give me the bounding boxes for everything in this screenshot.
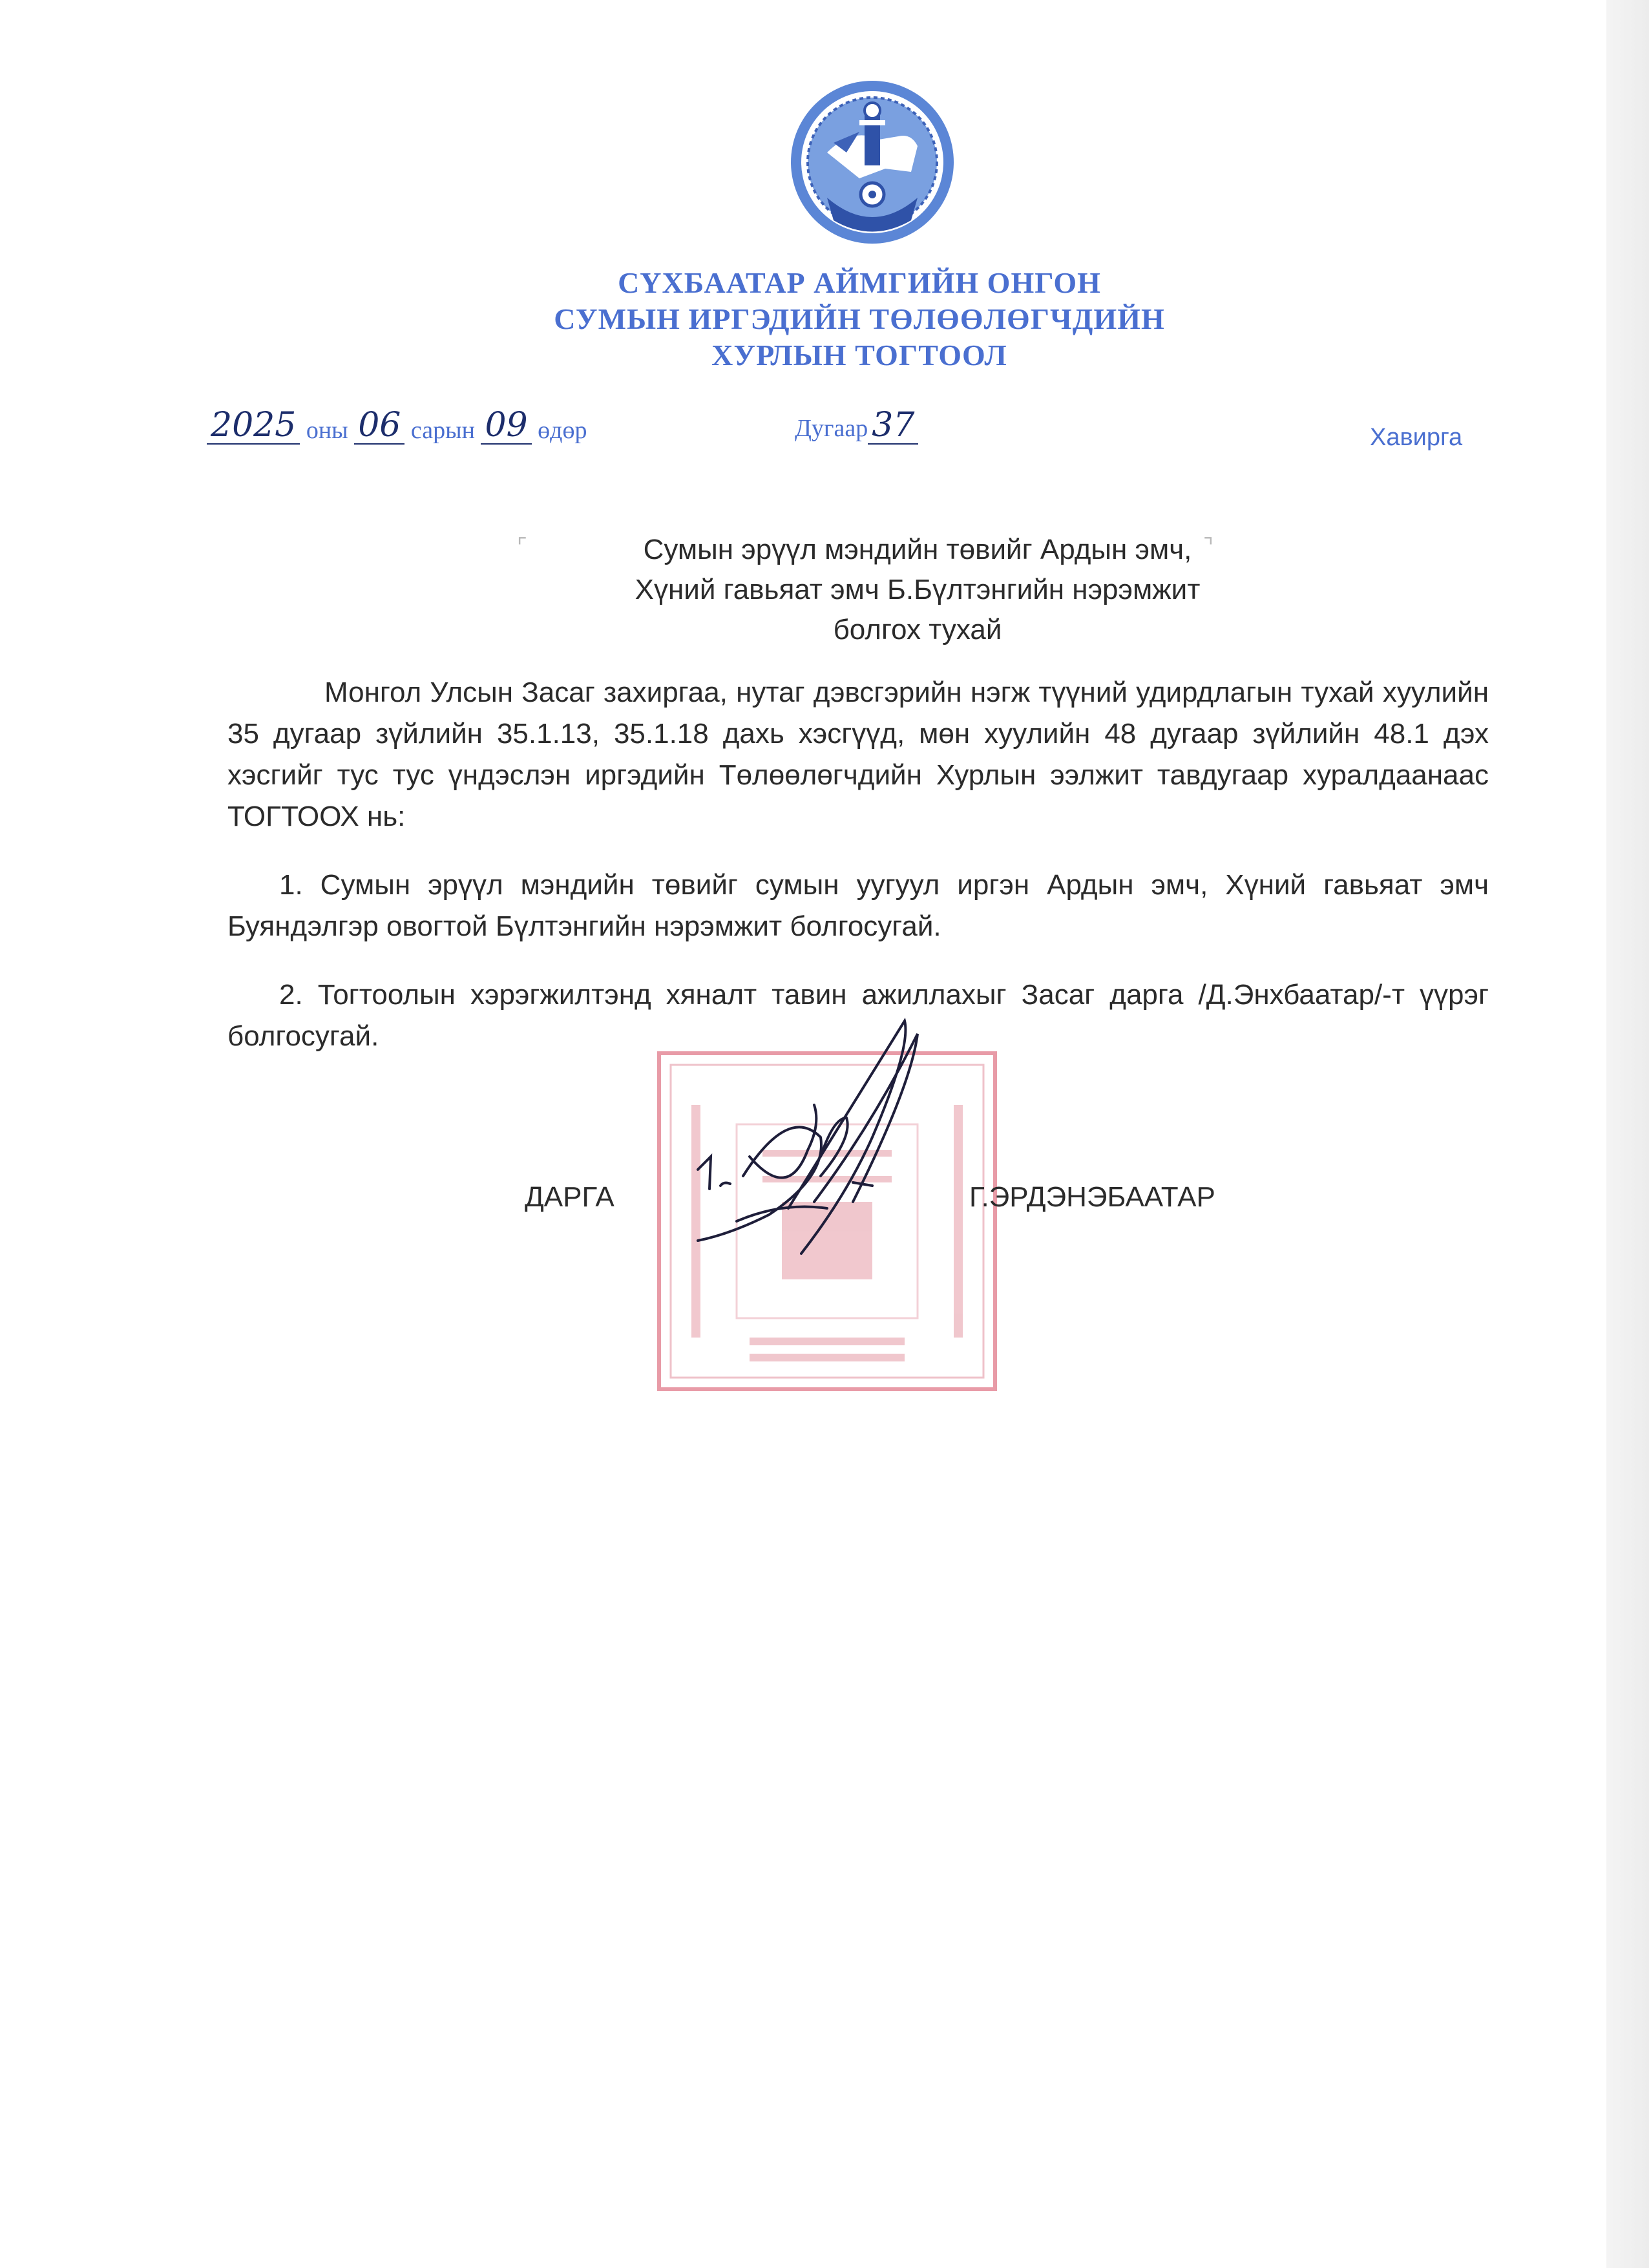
corner-mark-left: ⌜ [517, 534, 527, 559]
date-month: 06 [354, 407, 404, 445]
date-year: 2025 [207, 407, 300, 445]
document-header [388, 265, 1331, 373]
header-line-1: СҮХБААТАР АЙМГИЙН ОНГОН [618, 266, 1101, 299]
place-name: Хавирга [1370, 424, 1463, 451]
preamble-paragraph: Монгол Улсын Засаг захиргаа, нутаг дэвсгэрийн нэгж түүний удирдлагын тухай хуулийн 35 дугаар зүйлийн 35.1.13, 35.1.18 дахь хэсгүүд, мөн хуулийн 48 дугаар зүйлийн 48.1 дэх хэсгийг тус тус үндэслэн иргэдийн Төлөөлөгчдийн Хурлын ээлжит тавдугаар хуралдаанаас ТОГТООХ нь: [227, 677, 1489, 832]
header-line-3: ХУРЛЫН ТОГТООЛ [711, 339, 1007, 372]
subject-line-3: болгох тухай [833, 614, 1002, 646]
state-emblem-icon [782, 75, 963, 249]
signatory-title: ДАРГА [525, 1181, 614, 1213]
signatory-name: Г.ЭРДЭНЭБААТАР [969, 1181, 1215, 1213]
handwritten-signature [659, 1008, 969, 1292]
document-number [795, 407, 918, 459]
header-line-2: СУМЫН ИРГЭДИЙН ТӨЛӨӨЛӨГЧДИЙН [554, 302, 1165, 335]
resolution-item-2: 2. Тогтоолын хэрэгжилтэнд хяналт тавин ажиллахыг Засаг дарга /Д.Энхбаатар/-т үүрэг болгосугай. [227, 979, 1489, 1052]
date-month-suffix: сарын [410, 417, 475, 444]
corner-mark-right: ⌝ [1203, 534, 1213, 559]
subject-line-1: Сумын эрүүл мэндийн төвийг Ардын эмч, [643, 534, 1192, 565]
document-subject [504, 530, 1331, 650]
date-day-suffix: өдөр [538, 417, 587, 444]
date-field [207, 407, 587, 459]
number-label: Дугаар [795, 415, 868, 442]
number-value: 37 [868, 407, 918, 445]
scan-edge [1606, 0, 1649, 2268]
subject-line-2: Хүний гавьяат эмч Б.Бүлтэнгийн нэрэмжит [635, 574, 1201, 605]
resolution-item-1: 1. Сумын эрүүл мэндийн төвийг сумын уугуул иргэн Ардын эмч, Хүний гавьяат эмч Буяндэлгэр овогтой Бүлтэнгийн нэрэмжит болгосугай. [227, 869, 1489, 942]
date-day: 09 [481, 407, 531, 445]
date-year-suffix: оны [306, 417, 348, 444]
